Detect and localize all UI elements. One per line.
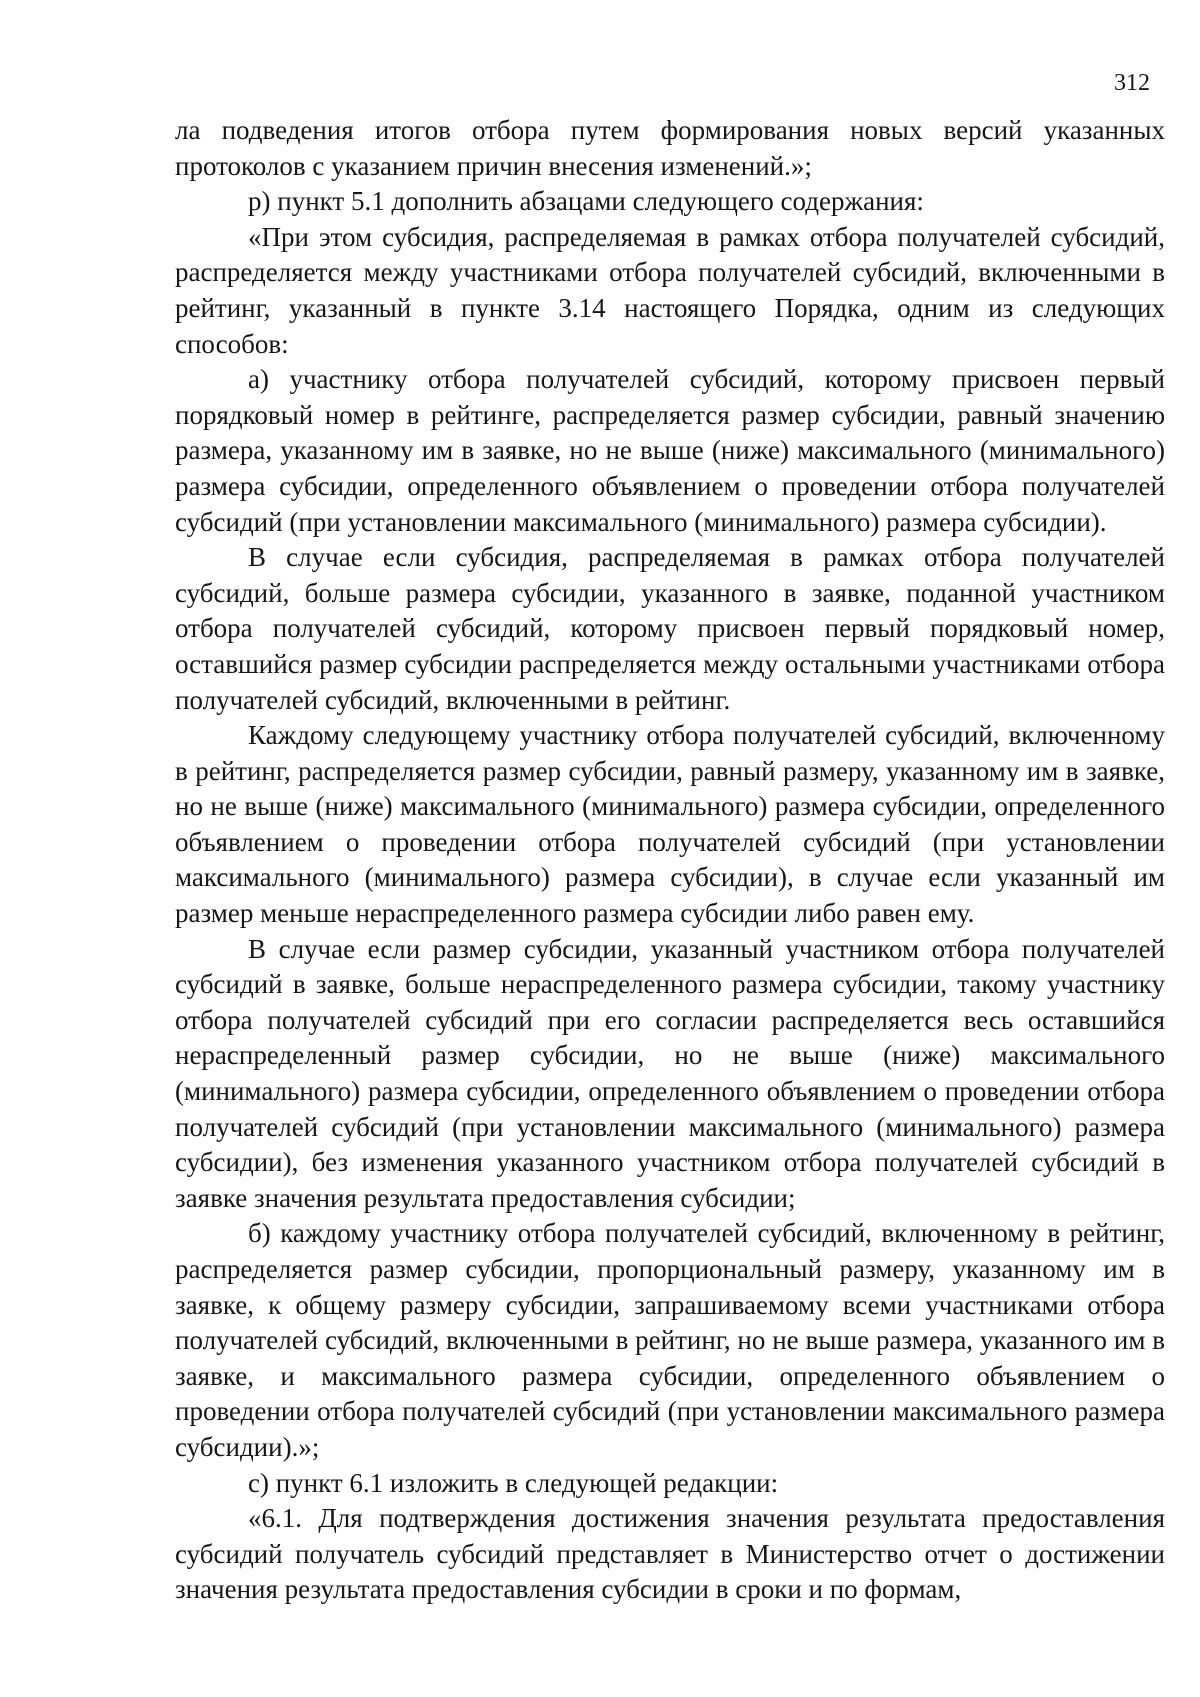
paragraph-7: В случае если размер субсидии, указанный участником отбора получателей субсидий в заявке, больше нераспределенного размера субсидии, такому участнику отбора получателей субсидий при его согласии распределяется весь оставшийся нераспределенный размер субсидии, но не выше (ниже) максимального (минимального) размера субсидии, определенного объявлением о проведении отбора получателей субсидий (при установлении максимального (минимального) размера субсидии), без изменения указанного участником отбора получателей субсидий в заявке значения результата предоставления субсидии;: [175, 933, 1165, 1213]
paragraph-10: «6.1. Для подтверждения достижения значения результата предоставления субсидий получатель субсидий представляет в Министерство отчет о достижении значения результата предоставления субсидии в сроки и по формам,: [175, 1503, 1165, 1605]
paragraph-5: В случае если субсидия, распределяемая в рамках отбора получателей субсидий, больше размера субсидии, указанного в заявке, поданной участником отбора получателей субсидий, которому присвоен первый порядковый номер, оставшийся размер субсидии распределяется между остальными участниками отбора получателей субсидий, включенными в рейтинг.: [175, 542, 1165, 715]
page-number: 312: [1114, 70, 1150, 96]
paragraph-1: ла подведения итогов отбора путем формирования новых версий указанных протоколов с указанием причин внесения изменений.»;: [175, 115, 1165, 181]
paragraph-3: «При этом субсидия, распределяемая в рамках отбора получателей субсидий, распределяется между участниками отбора получателей субсидий, включенными в рейтинг, указанный в пункте 3.14 настоящего Порядка, одним из следующих способов:: [175, 221, 1165, 359]
document-body: [175, 113, 1165, 1608]
paragraph-8: б) каждому участнику отбора получателей субсидий, включенному в рейтинг, распределяется размер субсидии, пропорциональный размеру, указанному им в заявке, к общему размеру субсидии, запрашиваемому всеми участниками отбора получателей субсидий, включенными в рейтинг, но не выше размера, указанного им в заявке, и максимального размера субсидии, определенного объявлением о проведении отбора получателей субсидий (при установлении максимального размера субсидии).»;: [175, 1218, 1165, 1462]
paragraph-2: р) пункт 5.1 дополнить абзацами следующего содержания:: [248, 186, 924, 217]
paragraph-4: а) участнику отбора получателей субсидий, которому присвоен первый порядковый номер в рейтинге, распределяется размер субсидии, равный значению размера, указанному им в заявке, но не выше (ниже) максимального (минимального) размера субсидии, определенного объявлением о проведении отбора получателей субсидий (при установлении максимального (минимального) размера субсидии).: [175, 364, 1165, 537]
paragraph-6: Каждому следующему участнику отбора получателей субсидий, включенному в рейтинг, распределяется размер субсидии, равный размеру, указанному им в заявке, но не выше (ниже) максимального (минимального) размера субсидии, определенного объявлением о проведении отбора получателей субсидий (при установлении максимального (минимального) размера субсидии), в случае если указанный им размер меньше нераспределенного размера субсидии либо равен ему.: [175, 720, 1165, 929]
paragraph-9: с) пункт 6.1 изложить в следующей редакции:: [248, 1467, 779, 1498]
